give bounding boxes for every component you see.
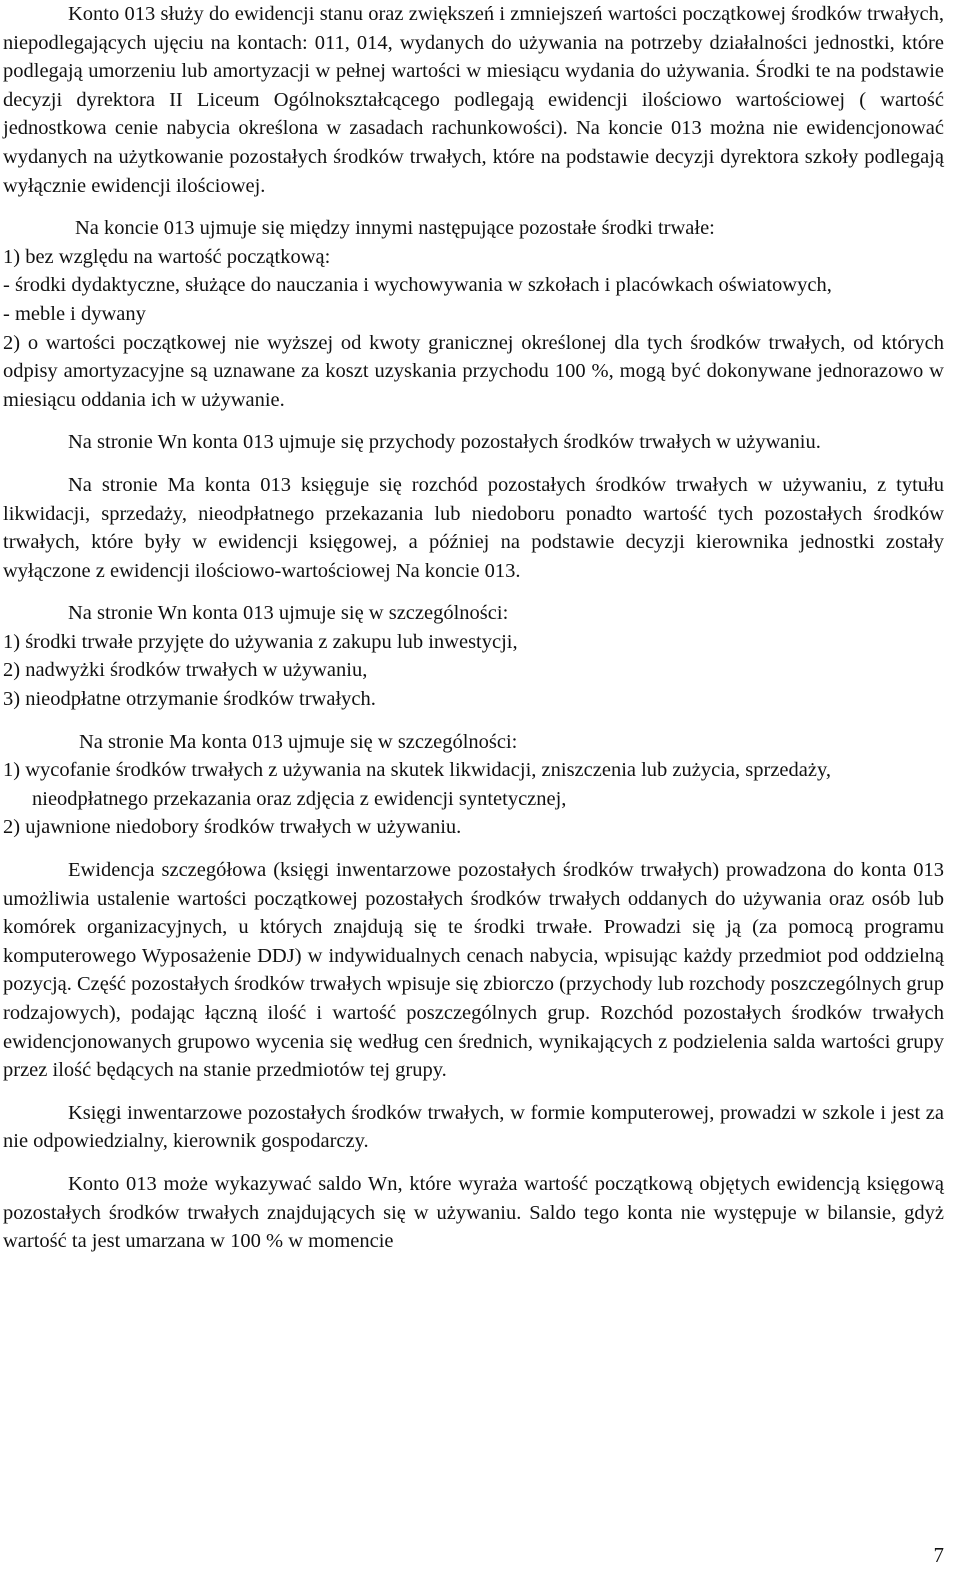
list-item: 1) wycofanie środków trwałych z używania na skutek likwidacji, zniszczenia lub zużycia, sprzedaży, nieodpłatnego przekazania oraz zdjęcia z ewidencji syntetycznej, — [3, 759, 832, 810]
list-item: - meble i dywany — [3, 302, 146, 325]
paragraph-konto-013-definition: Konto 013 służy do ewidencji stanu oraz zwiększeń i zmniejszeń wartości początkowej środków trwałych, niepodlegających ujęciu na kontach: 011, 014, wydanych do używania na potrzeby działalności jednostki, które podlegają umorzeniu lub amortyzacji w pełnej wartości w miesiącu wydania do używania. Środki te na podstawie decyzji dyrektora II Liceum Ogólnokształcącego podlegają ewidencji ilościowo wartościowej ( wartość jednostkowa cenie nabycia określona w zasadach rachunkowości). Na koncie 013 można nie ewidencjonować wydanych na użytkowanie pozostałych środków trwałych, które na podstawie decyzji dyrektora szkoły podlegają wyłącznie ewidencji ilościowej. — [3, 3, 944, 197]
list-item: 2) o wartości początkowej nie wyższej od kwoty granicznej określonej dla tych środków trwałych, od których odpisy amortyzacyjne są uznawane za koszt uzyskania przychodu 100 %, mogą być dokonywane jednorazowo w miesiącu oddania ich w używanie. — [3, 331, 944, 411]
paragraph-balance: Konto 013 może wykazywać saldo Wn, które wyraża wartość początkową objętych ewidencją księgową pozostałych środków trwałych znajdujących się w używaniu. Saldo tego konta nie występuje w bilansie, gdyż wartość ta jest umarzana w 100 % w momencie — [3, 1172, 944, 1253]
list-item: - środki dydaktyczne, służące do nauczania i wychowywania w szkołach i placówkach oświatowych, — [3, 274, 832, 297]
section-ma-details — [3, 728, 944, 842]
paragraph-detailed-records: Ewidencja szczegółowa (księgi inwentarzowe pozostałych środków trwałych) prowadzona do konta 013 umożliwia ustalenie wartości początkowej pozostałych środków trwałych oddanych do używania oraz osób lub komórek organizacyjnych, u których znajdują się te środki trwałe. Prowadzi się ją (za pomocą programu komputerowego Wyposażenie DDJ) w indywidualnych cenach nabycia, wpisując każdy przedmiot pod oddzielną pozycją. Część pozostałych środków trwałych wpisuje się zbiorczo (przychody lub rozchody poszczególnych grup rodzajowych), podając łączną ilość i wartość poszczególnych grup. Rozchód pozostałych środków trwałych ewidencjonowanych grupowo wycenia się według cen średnich, wynikających z podzielenia salda wartości grupy przez ilość będących na stanie przedmiotów tej grupy. — [3, 859, 944, 1082]
section-intro: Na stronie Wn konta 013 ujmuje się w szczególności: — [68, 602, 509, 625]
page-number: 7 — [933, 1543, 944, 1567]
list-item: 2) nadwyżki środków trwałych w używaniu, — [3, 659, 368, 682]
section-wn-details — [3, 599, 944, 713]
section-intro: Na stronie Ma konta 013 ujmuje się w szczególności: — [79, 730, 518, 753]
section-intro: Na koncie 013 ujmuje się między innymi następujące pozostałe środki trwałe: — [75, 217, 715, 240]
list-item: 1) środki trwałe przyjęte do używania z zakupu lub inwestycji, — [3, 630, 518, 653]
list-item: 1) bez względu na wartość początkową: — [3, 245, 331, 268]
section-included-assets — [3, 214, 944, 414]
list-item: 3) nieodpłatne otrzymanie środków trwałych. — [3, 688, 376, 711]
paragraph-wn-side: Na stronie Wn konta 013 ujmuje się przychody pozostałych środków trwałych w używaniu. — [68, 431, 821, 454]
list-item: 2) ujawnione niedobory środków trwałych w używaniu. — [3, 816, 462, 839]
document-page — [3, 0, 944, 1256]
paragraph-ma-side: Na stronie Ma konta 013 księguje się rozchód pozostałych środków trwałych w używaniu, z tytułu likwidacji, sprzedaży, nieodpłatnego przekazania lub niedoboru ponadto wartość tych pozostałych środków trwałych, które były w ewidencji księgowej, a później na podstawie decyzji kierownika jednostki zostały wyłączone z ewidencji ilościowo-wartościowej Na koncie 013. — [3, 473, 944, 582]
paragraph-inventory-books: Księgi inwentarzowe pozostałych środków trwałych, w formie komputerowej, prowadzi w szkole i jest za nie odpowiedzialny, kierownik gospodarczy. — [3, 1101, 944, 1153]
